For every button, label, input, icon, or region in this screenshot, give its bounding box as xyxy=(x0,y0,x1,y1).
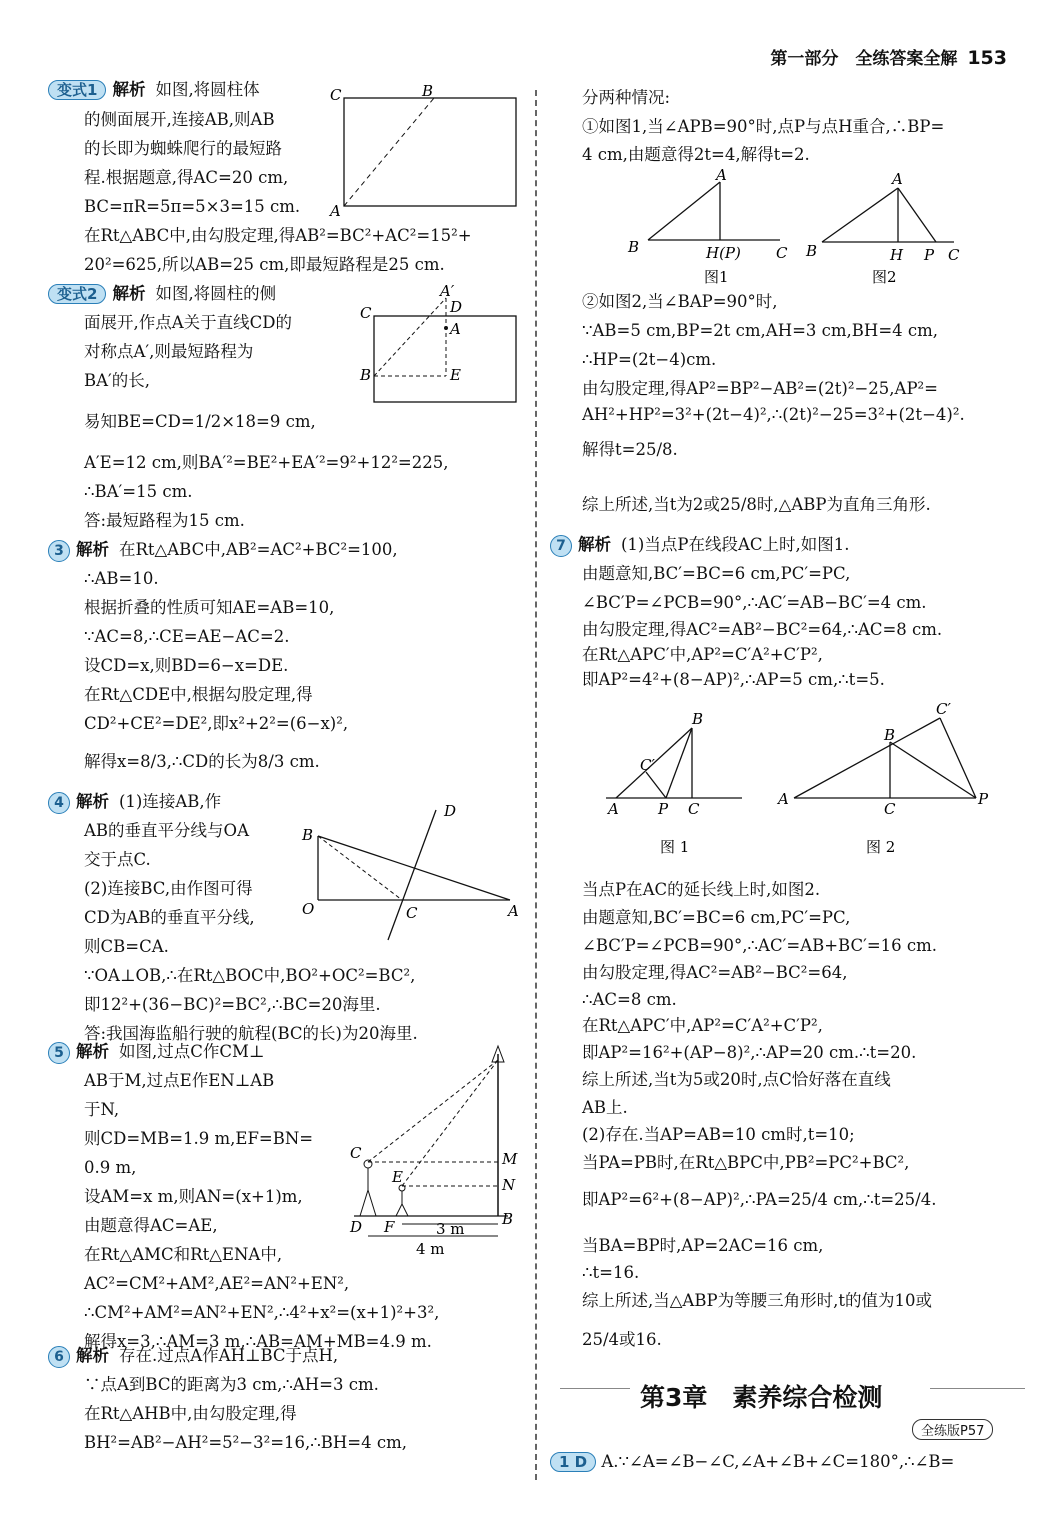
text-line: 如图,将圆柱的侧 xyxy=(155,284,277,303)
svg-text:M: M xyxy=(502,1150,518,1168)
text-line: 存在.过点A作AH⊥BC于点H, xyxy=(119,1346,339,1365)
svg-text:A: A xyxy=(608,800,619,818)
figure-folding-7 xyxy=(596,700,1016,865)
svg-text:F: F xyxy=(384,1218,395,1236)
text-line: 答:我国海监船行驶的航程(BC的长)为20海里. xyxy=(84,1024,418,1043)
analysis-label: 解析 xyxy=(76,1346,109,1365)
text-line: ∵点A到BC的距离为3 cm,∴AH=3 cm. xyxy=(84,1375,379,1394)
text-line: 由勾股定理,得AP²=BP²−AB²=(2t)²−25,AP²= xyxy=(582,379,938,398)
svg-text:C: C xyxy=(688,800,700,818)
text-line: ∴AC=8 cm. xyxy=(582,990,677,1009)
text-line: 交于点C. xyxy=(84,850,151,869)
text-line: 综上所述,当t为5或20时,点C恰好落在直线 xyxy=(582,1070,891,1089)
question-number: 3 xyxy=(48,540,70,562)
text-line: 于N, xyxy=(84,1100,120,1119)
text-line: CD为AB的垂直平分线, xyxy=(84,908,255,927)
text-line: 易知BE=CD=1/2×18=9 cm, xyxy=(84,412,316,431)
line xyxy=(48,792,221,814)
text-line: ∵AB=5 cm,BP=2t cm,AH=3 cm,BH=4 cm, xyxy=(582,321,939,340)
svg-text:A: A xyxy=(892,170,903,188)
text-line: 4 cm,由题意得2t=4,解得t=2. xyxy=(582,145,810,164)
figure-tree-shadow xyxy=(340,1040,528,1262)
text-line: (2)存在.当AP=AB=10 cm时,t=10; xyxy=(582,1125,855,1144)
analysis-label: 解析 xyxy=(112,284,146,303)
svg-text:B: B xyxy=(422,82,434,100)
fig2-caption: 图2 xyxy=(872,268,897,284)
chapter-title: 第3章 素养综合检测 xyxy=(640,1383,883,1412)
chapter-rule-right xyxy=(930,1388,1025,1389)
line xyxy=(48,540,398,562)
text-line: ∴BA′=15 cm. xyxy=(84,482,193,501)
text-line: 解得x=8/3,∴CD的长为8/3 cm. xyxy=(84,752,320,771)
line xyxy=(48,284,276,304)
line xyxy=(48,1042,264,1064)
svg-text:A: A xyxy=(450,320,461,338)
text-line: 当PA=PB时,在Rt△BPC中,PB²=PC²+BC², xyxy=(582,1153,910,1172)
text-line: ∴CM²+AM²=AN²+EN²,∴4²+x²=(x+1)²+3², xyxy=(84,1303,440,1322)
svg-text:C: C xyxy=(360,304,372,322)
svg-text:B: B xyxy=(502,1210,514,1228)
text-line: 则CB=CA. xyxy=(84,937,169,956)
text-line: ∴AB=10. xyxy=(84,569,159,588)
svg-text:3 m: 3 m xyxy=(436,1220,465,1238)
svg-text:A: A xyxy=(716,166,727,184)
fig1-caption: 图1 xyxy=(704,268,729,284)
svg-text:C′: C′ xyxy=(936,700,951,718)
text-line: 由题意得AC=AE, xyxy=(84,1216,218,1235)
svg-text:H: H xyxy=(890,246,904,264)
text-line: A′E=12 cm,则BA′²=BE²+EA′²=9²+12²=225, xyxy=(84,453,449,472)
text-line: CD²+CE²=DE²,即x²+2²=(6−x)², xyxy=(84,714,349,733)
svg-text:C: C xyxy=(884,800,896,818)
svg-text:P: P xyxy=(658,800,669,818)
svg-text:C: C xyxy=(776,244,788,262)
text-line: 由题意知,BC′=BC=6 cm,PC′=PC, xyxy=(582,908,851,927)
text-line: 面展开,作点A关于直线CD的 xyxy=(84,313,293,332)
chapter-rule-left xyxy=(560,1388,630,1389)
text-line: 在Rt△AHB中,由勾股定理,得 xyxy=(84,1404,297,1423)
text-line: 由勾股定理,得AC²=AB²−BC²=64, xyxy=(582,963,848,982)
text-line: ∴t=16. xyxy=(582,1263,640,1282)
svg-text:O: O xyxy=(302,900,315,918)
svg-text:B: B xyxy=(360,366,372,384)
text-line: AB上. xyxy=(582,1098,628,1117)
svg-text:P: P xyxy=(978,790,989,808)
text-line: 如图,过点C作CM⊥ xyxy=(119,1042,265,1061)
svg-text:E: E xyxy=(392,1168,403,1186)
svg-text:B: B xyxy=(302,826,314,844)
text-line: 对称点A′,则最短路程为 xyxy=(84,342,254,361)
text-line: 的侧面展开,连接AB,则AB xyxy=(84,110,275,129)
svg-text:图 2: 图 2 xyxy=(866,838,896,856)
analysis-label: 解析 xyxy=(578,535,611,554)
text-line: 20²=625,所以AB=25 cm,即最短路程是25 cm. xyxy=(84,255,445,274)
text-line: 即AP²=4²+(8−AP)²,∴AP=5 cm,∴t=5. xyxy=(582,670,885,689)
question-number: 1 D xyxy=(550,1452,596,1472)
text-line: BC=πR=5π=5×3=15 cm. xyxy=(84,197,301,216)
text-line: ∵OA⊥OB,∴在Rt△BOC中,BO²+OC²=BC², xyxy=(84,966,416,985)
svg-text:B: B xyxy=(806,242,818,260)
text-line: 则CD=MB=1.9 m,EF=BN= xyxy=(84,1129,314,1148)
text-line: 分两种情况: xyxy=(582,88,671,107)
line xyxy=(48,1346,338,1368)
figure-cylinder-unfold-2 xyxy=(352,282,528,406)
text-line: AC²=CM²+AM²,AE²=AN²+EN², xyxy=(84,1274,350,1293)
text-line: 在Rt△ABC中,由勾股定理,得AB²=BC²+AC²=15²+ xyxy=(84,226,472,245)
svg-text:B: B xyxy=(692,710,704,728)
svg-text:A′: A′ xyxy=(440,282,455,300)
variant-badge: 变式1 xyxy=(48,80,106,100)
text-line: 25/4或16. xyxy=(582,1330,662,1349)
question-number: 7 xyxy=(550,535,572,557)
section-title: 第一部分 全练答案全解 xyxy=(770,49,958,69)
analysis-label: 解析 xyxy=(76,792,109,811)
svg-text:C: C xyxy=(948,246,960,264)
text-line: AB于M,过点E作EN⊥AB xyxy=(84,1071,275,1090)
text-line: 综上所述,当△ABP为等腰三角形时,t的值为10或 xyxy=(582,1291,932,1310)
text-line: 在Rt△ABC中,AB²=AC²+BC²=100, xyxy=(119,540,398,559)
svg-text:A: A xyxy=(778,790,789,808)
text-line: 当BA=BP时,AP=2AC=16 cm, xyxy=(582,1236,824,1255)
text-line: ∵AC=8,∴CE=AE−AC=2. xyxy=(84,627,290,646)
text-line: 根据折叠的性质可知AE=AB=10, xyxy=(84,598,335,617)
text-line: 设CD=x,则BD=6−x=DE. xyxy=(84,656,289,675)
text-line: 解得x=3,∴AM=3 m,∴AB=AM+MB=4.9 m. xyxy=(84,1332,432,1351)
text-line: ∠BC′P=∠PCB=90°,∴AC′=AB+BC′=16 cm. xyxy=(582,936,938,955)
text-line: 综上所述,当t为2或25/8时,△ABP为直角三角形. xyxy=(582,495,931,514)
text-line: 的长即为蜘蛛爬行的最短路 xyxy=(84,139,282,158)
text-line: 在Rt△CDE中,根据勾股定理,得 xyxy=(84,685,313,704)
text-line: 由题意知,BC′=BC=6 cm,PC′=PC, xyxy=(582,564,851,583)
text-line: AH²+HP²=3²+(2t−4)²,∴(2t)²−25=3²+(2t−4)². xyxy=(582,405,965,424)
text-line: ∠BC′P=∠PCB=90°,∴AC′=AB−BC′=4 cm. xyxy=(582,593,927,612)
svg-text:N: N xyxy=(502,1176,516,1194)
text-line: 在Rt△AMC和Rt△ENA中, xyxy=(84,1245,283,1264)
analysis-label: 解析 xyxy=(76,1042,109,1061)
question-number: 5 xyxy=(48,1042,70,1064)
text-line: 当点P在AC的延长线上时,如图2. xyxy=(582,880,821,899)
text-line: ②如图2,当∠BAP=90°时, xyxy=(582,292,778,311)
figure-cylinder-unfold-1 xyxy=(326,80,526,220)
question-number: 6 xyxy=(48,1346,70,1368)
text-line: AB的垂直平分线与OA xyxy=(84,821,249,840)
text-line: 由勾股定理,得AC²=AB²−BC²=64,∴AC=8 cm. xyxy=(582,620,943,639)
text-line: 在Rt△APC′中,AP²=C′A²+C′P², xyxy=(582,645,823,664)
text-line: 答:最短路程为15 cm. xyxy=(84,511,245,530)
svg-text:H(P): H(P) xyxy=(706,244,741,262)
text-line: 如图,将圆柱体 xyxy=(155,80,260,99)
svg-text:D: D xyxy=(444,802,457,820)
page-number: 153 xyxy=(967,47,1007,69)
line xyxy=(48,80,260,100)
edition-tag: 全练版P57 xyxy=(912,1419,993,1440)
analysis-label: 解析 xyxy=(112,80,146,99)
text-line: (1)连接AB,作 xyxy=(119,792,222,811)
text-line: 即AP²=6²+(8−AP)²,∴PA=25/4 cm,∴t=25/4. xyxy=(582,1190,937,1209)
svg-text:C: C xyxy=(330,86,342,104)
svg-text:图 1: 图 1 xyxy=(660,838,690,856)
svg-text:B: B xyxy=(884,726,896,744)
text-line: 即12²+(36−BC)²=BC²,∴BC=20海里. xyxy=(84,995,381,1014)
svg-text:P: P xyxy=(924,246,935,264)
text-line: 0.9 m, xyxy=(84,1158,137,1177)
text-line: BA′的长, xyxy=(84,371,151,390)
column-divider xyxy=(535,90,537,1480)
figure-triangle-pair-6 xyxy=(624,166,974,284)
svg-text:C: C xyxy=(350,1144,362,1162)
figure-perpendicular-bisector xyxy=(298,790,524,950)
text-line: (2)连接BC,由作图可得 xyxy=(84,879,253,898)
line xyxy=(550,535,850,557)
analysis-label: 解析 xyxy=(76,540,109,559)
svg-text:A: A xyxy=(330,202,341,220)
svg-text:A: A xyxy=(508,902,519,920)
text-line: 设AM=x m,则AN=(x+1)m, xyxy=(84,1187,303,1206)
text-line: 即AP²=16²+(AP−8)²,∴AP=20 cm.∴t=20. xyxy=(582,1043,917,1062)
svg-text:C′: C′ xyxy=(640,756,655,774)
text-line: A.∵∠A=∠B−∠C,∠A+∠B+∠C=180°,∴∠B= xyxy=(601,1452,955,1471)
text-line: 程.根据题意,得AC=20 cm, xyxy=(84,168,289,187)
variant-badge: 变式2 xyxy=(48,284,106,304)
svg-text:B: B xyxy=(628,238,640,256)
svg-text:4 m: 4 m xyxy=(416,1240,445,1258)
svg-text:D: D xyxy=(450,298,463,316)
text-line: (1)当点P在线段AC上时,如图1. xyxy=(621,535,850,554)
page-header xyxy=(770,44,1007,69)
text-line: 解得t=25/8. xyxy=(582,440,678,459)
text-line: 在Rt△APC′中,AP²=C′A²+C′P², xyxy=(582,1016,823,1035)
question-number: 4 xyxy=(48,792,70,814)
line xyxy=(550,1452,954,1472)
svg-text:C: C xyxy=(406,904,418,922)
svg-text:E: E xyxy=(450,366,461,384)
text-line: ∴HP=(2t−4)cm. xyxy=(582,350,717,369)
svg-text:D: D xyxy=(350,1218,363,1236)
text-line: ①如图1,当∠APB=90°时,点P与点H重合,∴BP= xyxy=(582,117,945,136)
text-line: BH²=AB²−AH²=5²−3²=16,∴BH=4 cm, xyxy=(84,1433,408,1452)
